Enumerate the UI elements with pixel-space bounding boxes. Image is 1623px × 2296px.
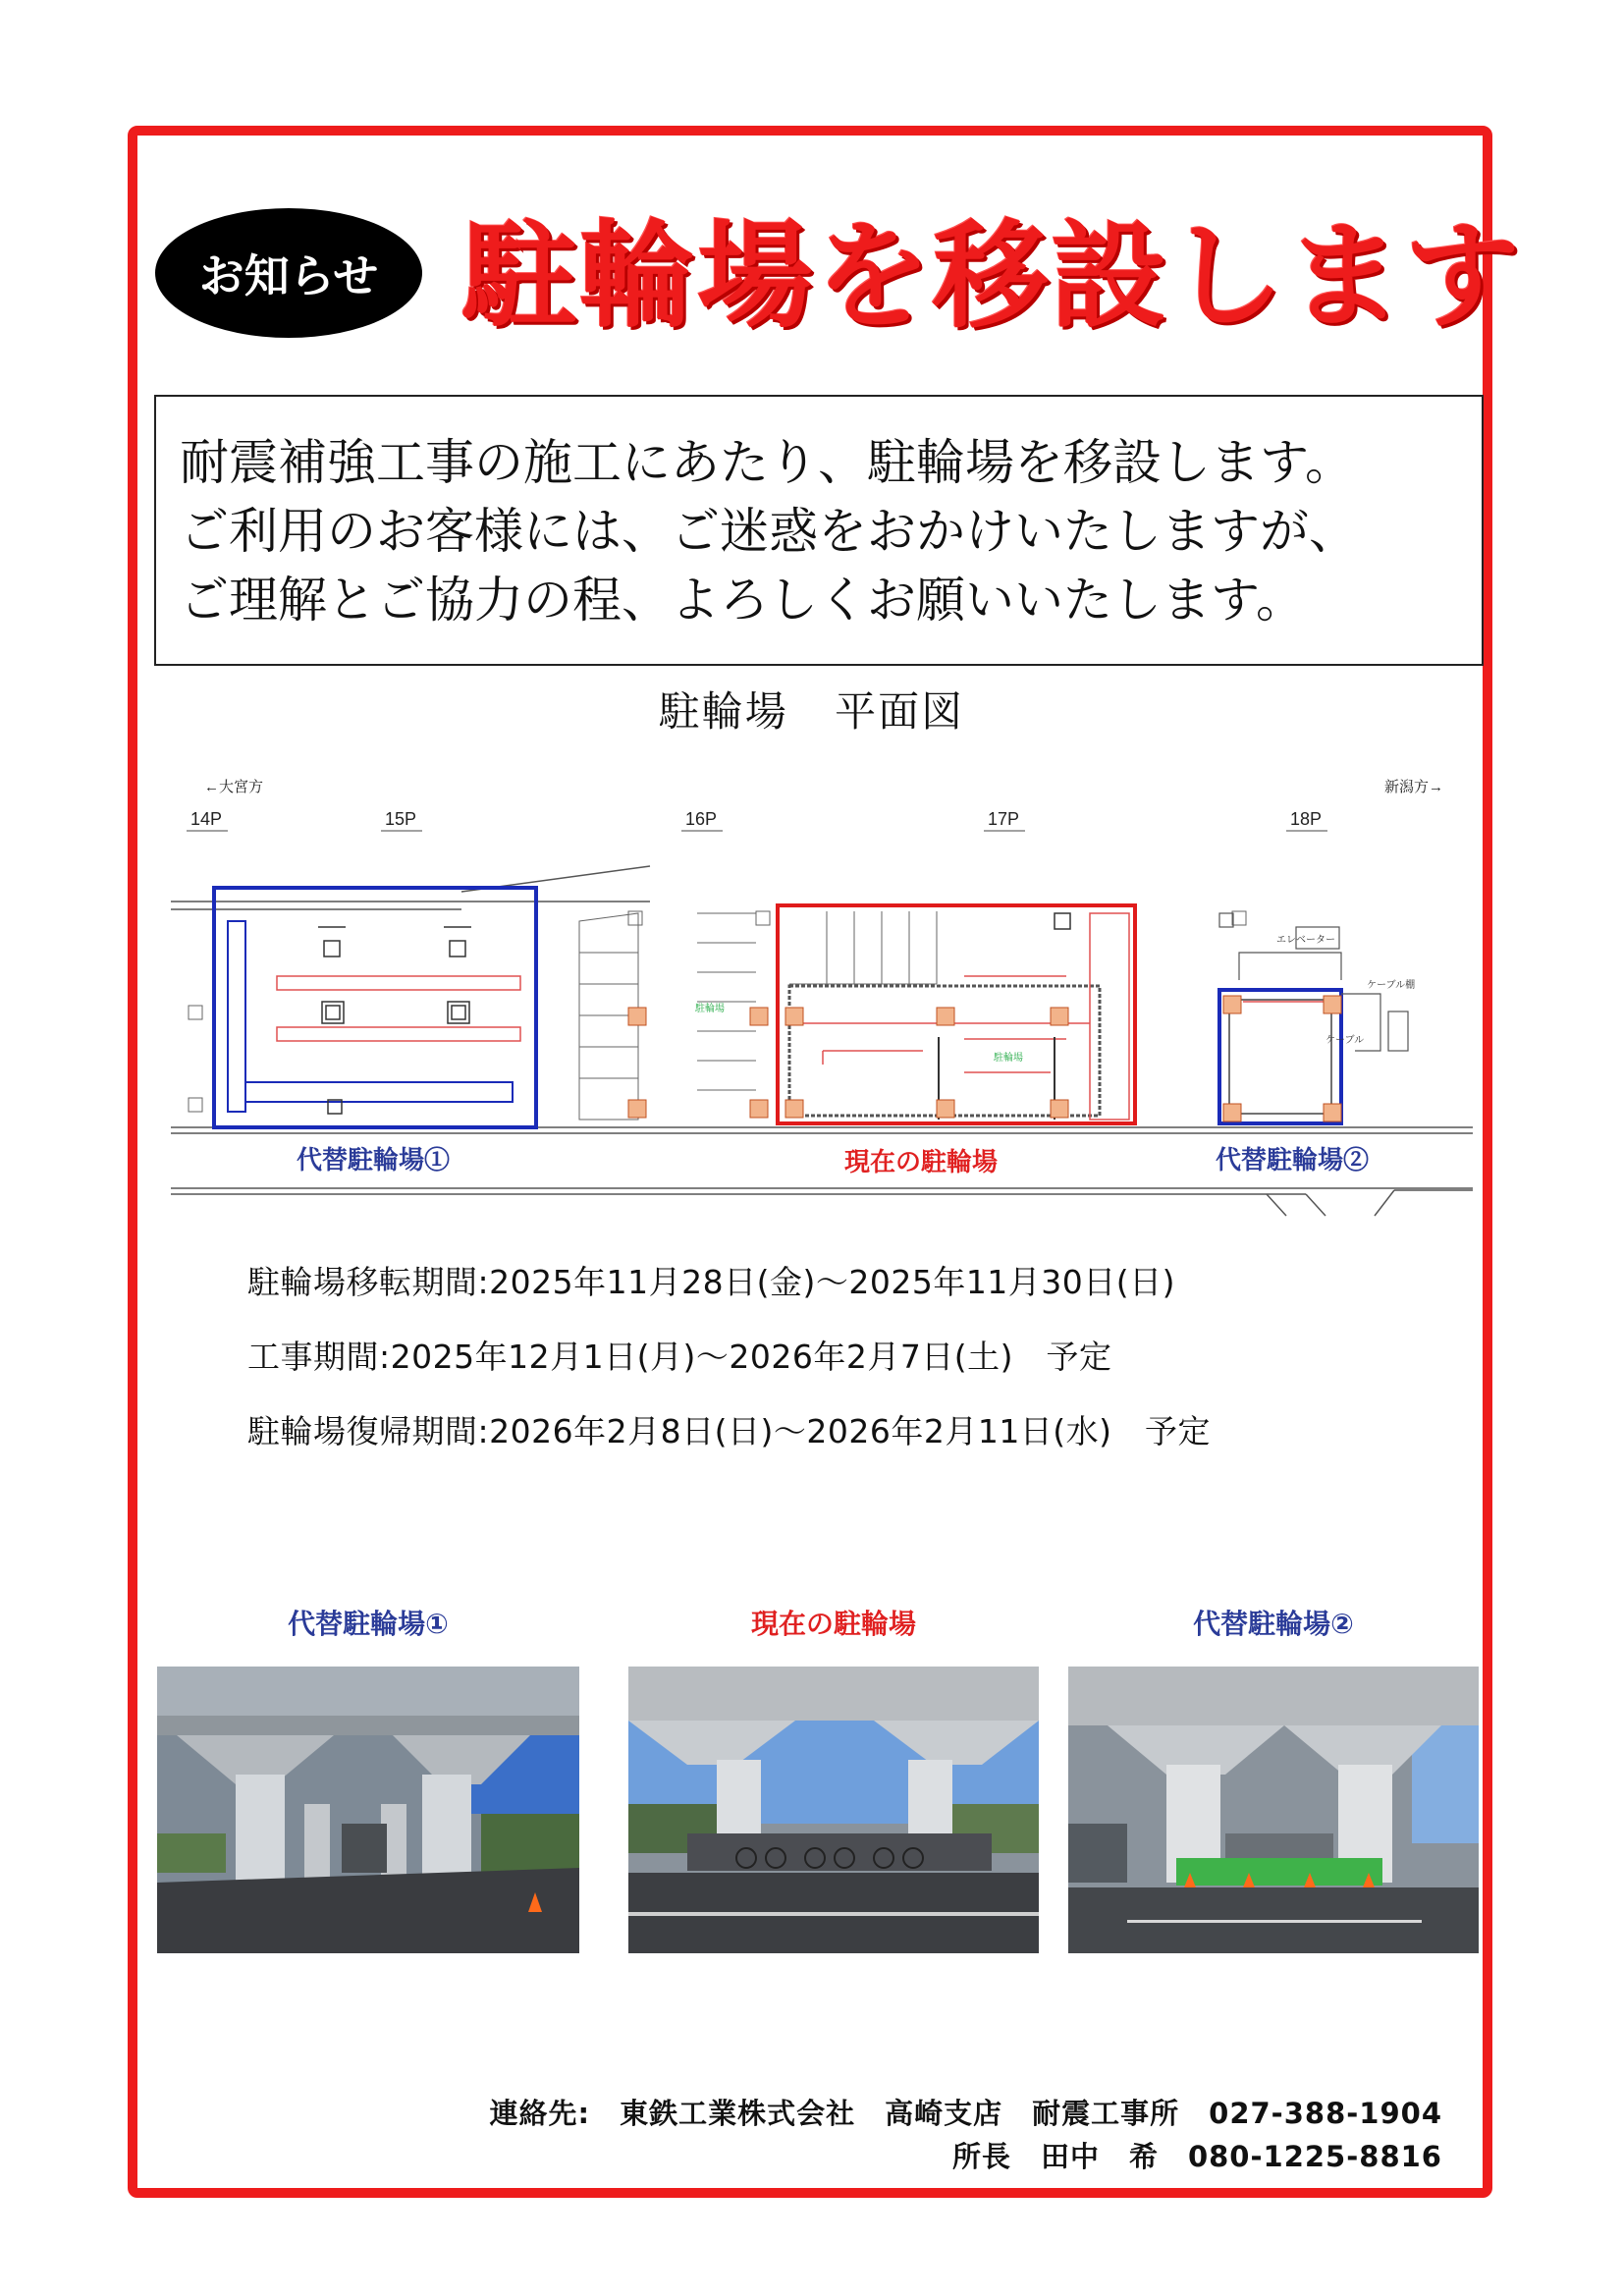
return-period: 駐輪場復帰期間:2026年2月8日(日)～2026年2月11日(水) 予定: [247, 1412, 1212, 1450]
headline: 駐輪場を移設します: [461, 208, 1523, 344]
plan-label-current: 現在の駐輪場: [844, 1147, 999, 1176]
plan-title-left: 駐輪場: [658, 687, 788, 736]
construction-period: 工事期間:2025年12月1日(月)～2026年2月7日(土) 予定: [247, 1338, 1112, 1376]
message-line-1: 耐震補強工事の施工にあたり、駐輪場を移設します。: [180, 434, 1354, 491]
contact-line-2: 所長 田中 希 080-1225-8816: [951, 2140, 1442, 2173]
photo-current: [628, 1667, 1039, 1953]
message-line-2: ご利用のお客様には、ご迷惑をおかけいたしますが、: [180, 503, 1358, 560]
pillar-17p: 17P: [988, 809, 1020, 829]
pillar-18p: 18P: [1290, 809, 1323, 829]
cable-rack-label: ケーブル棚: [1367, 980, 1416, 991]
pillar-15p: 15P: [385, 809, 417, 829]
floor-plan: [167, 766, 1473, 1228]
relocation-period: 駐輪場移転期間:2025年11月28日(金)～2025年11月30日(日): [247, 1263, 1176, 1301]
alt-parking-2-area: [1219, 913, 1415, 1123]
message-line-3: ご理解とご協力の程、よろしくお願いいたします。: [180, 572, 1305, 629]
photo-label-current: 現在の駐輪場: [750, 1608, 916, 1640]
photo-label-alt2: 代替駐輪場②: [1193, 1608, 1354, 1640]
plan-title: [0, 680, 1623, 738]
alt-parking-1-area: [214, 888, 536, 1127]
pillar-labels: [190, 809, 1322, 829]
current-parking-area: [628, 905, 1135, 1123]
contact-line-1: 連絡先: 東鉄工業株式会社 高崎支店 耐震工事所 027-388-1904: [489, 2097, 1442, 2130]
cable-label: ケーブル: [1325, 1035, 1365, 1046]
message-box: [154, 395, 1484, 666]
direction-left: ←大宮方: [204, 779, 264, 795]
plan-label-alt1: 代替駐輪場①: [297, 1145, 451, 1175]
photo-label-alt1: 代替駐輪場①: [288, 1608, 449, 1640]
photo-alt1: [157, 1667, 579, 1953]
notice-badge: お知らせ: [155, 208, 422, 338]
direction-right: 新潟方→: [1384, 779, 1444, 795]
pillar-14p: 14P: [190, 809, 223, 829]
bike-lot-marker-2: 駐輪場: [994, 1053, 1023, 1064]
plan-label-alt2: 代替駐輪場②: [1216, 1145, 1370, 1175]
plan-title-right: 平面図: [835, 687, 965, 736]
photo-alt2: [1068, 1667, 1479, 1953]
elevator-label: エレベーター: [1276, 935, 1335, 946]
bike-lot-marker: 駐輪場: [695, 1004, 725, 1014]
pillar-16p: 16P: [685, 809, 718, 829]
